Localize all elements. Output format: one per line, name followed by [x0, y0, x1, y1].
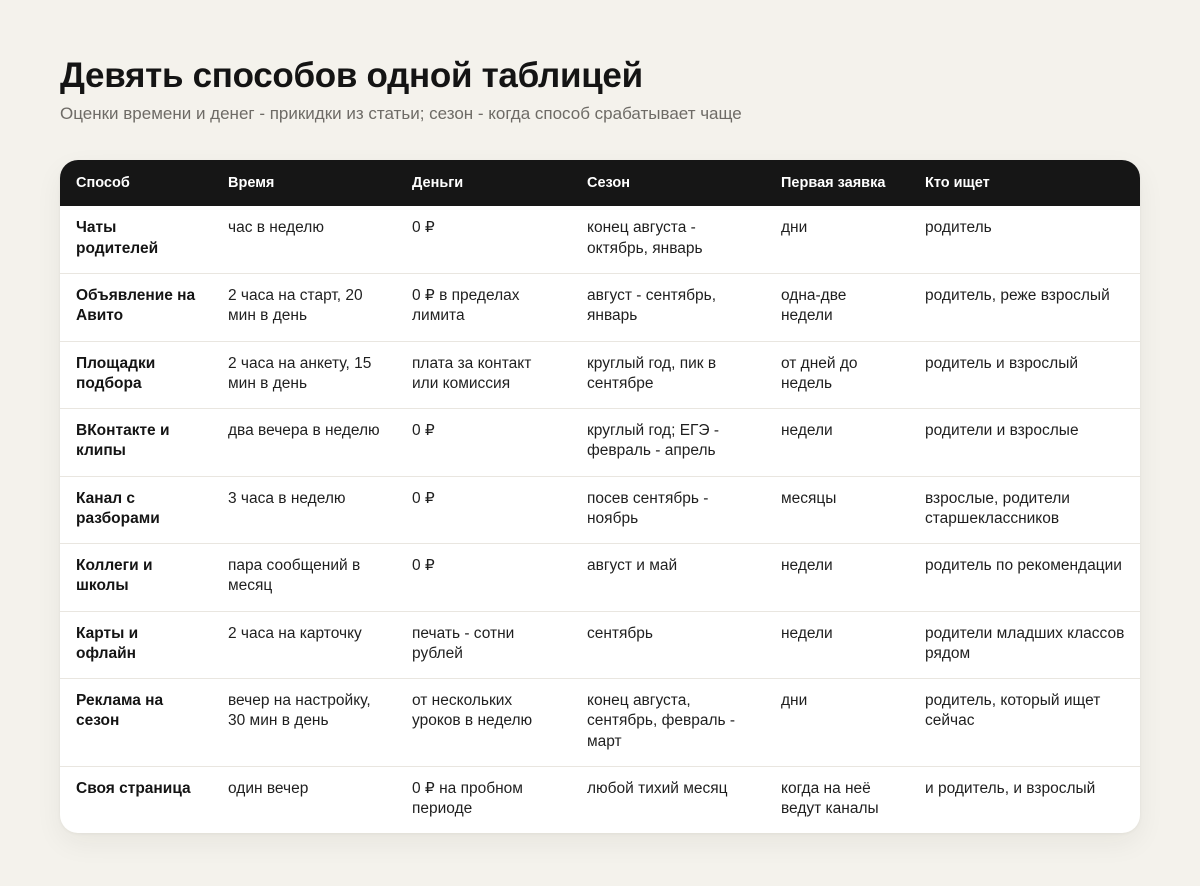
cell-time: два вечера в неделю	[212, 408, 396, 476]
cell-time: 2 часа на карточку	[212, 611, 396, 678]
cell-money: 0 ₽ в пределах лимита	[396, 273, 571, 341]
cell-season: конец августа, сентябрь, февраль - март	[571, 678, 765, 766]
cell-who-searches: родители младших классов рядом	[909, 611, 1140, 678]
cell-season: август - сентябрь, январь	[571, 273, 765, 341]
cell-season: конец августа - октябрь, январь	[587, 219, 703, 257]
cell-who-searches: родитель, реже взрослый	[909, 273, 1140, 341]
cell-time: 2 часа на анкету, 15 мин в день	[212, 341, 396, 408]
table-row	[60, 678, 1140, 766]
cell-who-searches: родители и взрослые	[909, 408, 1140, 476]
cell-time: один вечер	[212, 766, 396, 833]
cell-first-request: недели	[765, 408, 909, 476]
cell-money: от нескольких уроков в неделю	[396, 678, 571, 766]
column-header-first-request: Первая заявка	[781, 175, 886, 191]
table-row	[60, 476, 1140, 543]
cell-money: 0 ₽	[396, 476, 571, 543]
cell-season: август и май	[571, 543, 765, 611]
table-row	[60, 341, 1140, 408]
cell-who-searches: взрослые, родители старшеклассников	[909, 476, 1140, 543]
column-header-who-searches: Кто ищет	[925, 175, 990, 191]
cell-first-request: недели	[765, 611, 909, 678]
cell-season: любой тихий месяц	[571, 766, 765, 833]
cell-money: 0 ₽	[396, 543, 571, 611]
cell-who-searches: родитель и взрослый	[909, 341, 1140, 408]
cell-time: вечер на настройку, 30 мин в день	[212, 678, 396, 766]
cell-method: Объявление на Авито	[60, 273, 212, 341]
column-header-money: Деньги	[412, 175, 464, 191]
cell-who-searches: и родитель, и взрослый	[909, 766, 1140, 833]
cell-first-request: дни	[765, 678, 909, 766]
cell-time: час в неделю	[228, 219, 324, 236]
cell-money: 0 ₽	[412, 219, 435, 236]
cell-first-request: недели	[765, 543, 909, 611]
cell-season: круглый год; ЕГЭ - февраль - апрель	[571, 408, 765, 476]
cell-time: 3 часа в неделю	[212, 476, 396, 543]
cell-method: Коллеги и школы	[60, 543, 212, 611]
column-header-method: Способ	[76, 175, 130, 191]
table-row	[60, 273, 1140, 341]
cell-season: посев сентябрь - ноябрь	[571, 476, 765, 543]
cell-time: 2 часа на старт, 20 мин в день	[212, 273, 396, 341]
cell-first-request: от дней до недель	[765, 341, 909, 408]
table-header-row	[60, 160, 1140, 206]
table-row	[60, 543, 1140, 611]
cell-money: печать - сотни рублей	[396, 611, 571, 678]
cell-method: Чаты родителей	[76, 219, 159, 257]
cell-who-searches: родитель	[925, 219, 992, 236]
cell-who-searches: родитель по рекомендации	[909, 543, 1140, 611]
cell-method: Канал с разборами	[60, 476, 212, 543]
cell-time: пара сообщений в месяц	[212, 543, 396, 611]
table-row	[60, 766, 1140, 833]
cell-method: Площадки подбора	[60, 341, 212, 408]
page-title: Девять способов одной таблицей	[60, 56, 643, 95]
cell-first-request: дни	[781, 219, 808, 236]
cell-method: Реклама на сезон	[60, 678, 212, 766]
column-header-time: Время	[228, 175, 275, 191]
cell-season: сентябрь	[571, 611, 765, 678]
cell-method: ВКонтакте и клипы	[60, 408, 212, 476]
cell-money: плата за контакт или комиссия	[396, 341, 571, 408]
column-header-season: Сезон	[587, 175, 630, 191]
comparison-table	[60, 160, 1140, 833]
cell-first-request: месяцы	[765, 476, 909, 543]
table-row	[60, 206, 1140, 273]
table-row	[60, 408, 1140, 476]
table-row	[60, 611, 1140, 678]
cell-season: круглый год, пик в сентябре	[571, 341, 765, 408]
cell-method: Своя страница	[60, 766, 212, 833]
cell-money: 0 ₽	[396, 408, 571, 476]
cell-money: 0 ₽ на пробном периоде	[396, 766, 571, 833]
cell-who-searches: родитель, который ищет сейчас	[909, 678, 1140, 766]
page-subtitle: Оценки времени и денег - прикидки из статьи; сезон - когда способ срабатывает чаще	[60, 104, 742, 123]
cell-method: Карты и офлайн	[60, 611, 212, 678]
comparison-table-card	[60, 160, 1140, 833]
cell-first-request: когда на неё ведут каналы	[765, 766, 909, 833]
cell-first-request: одна-две недели	[765, 273, 909, 341]
